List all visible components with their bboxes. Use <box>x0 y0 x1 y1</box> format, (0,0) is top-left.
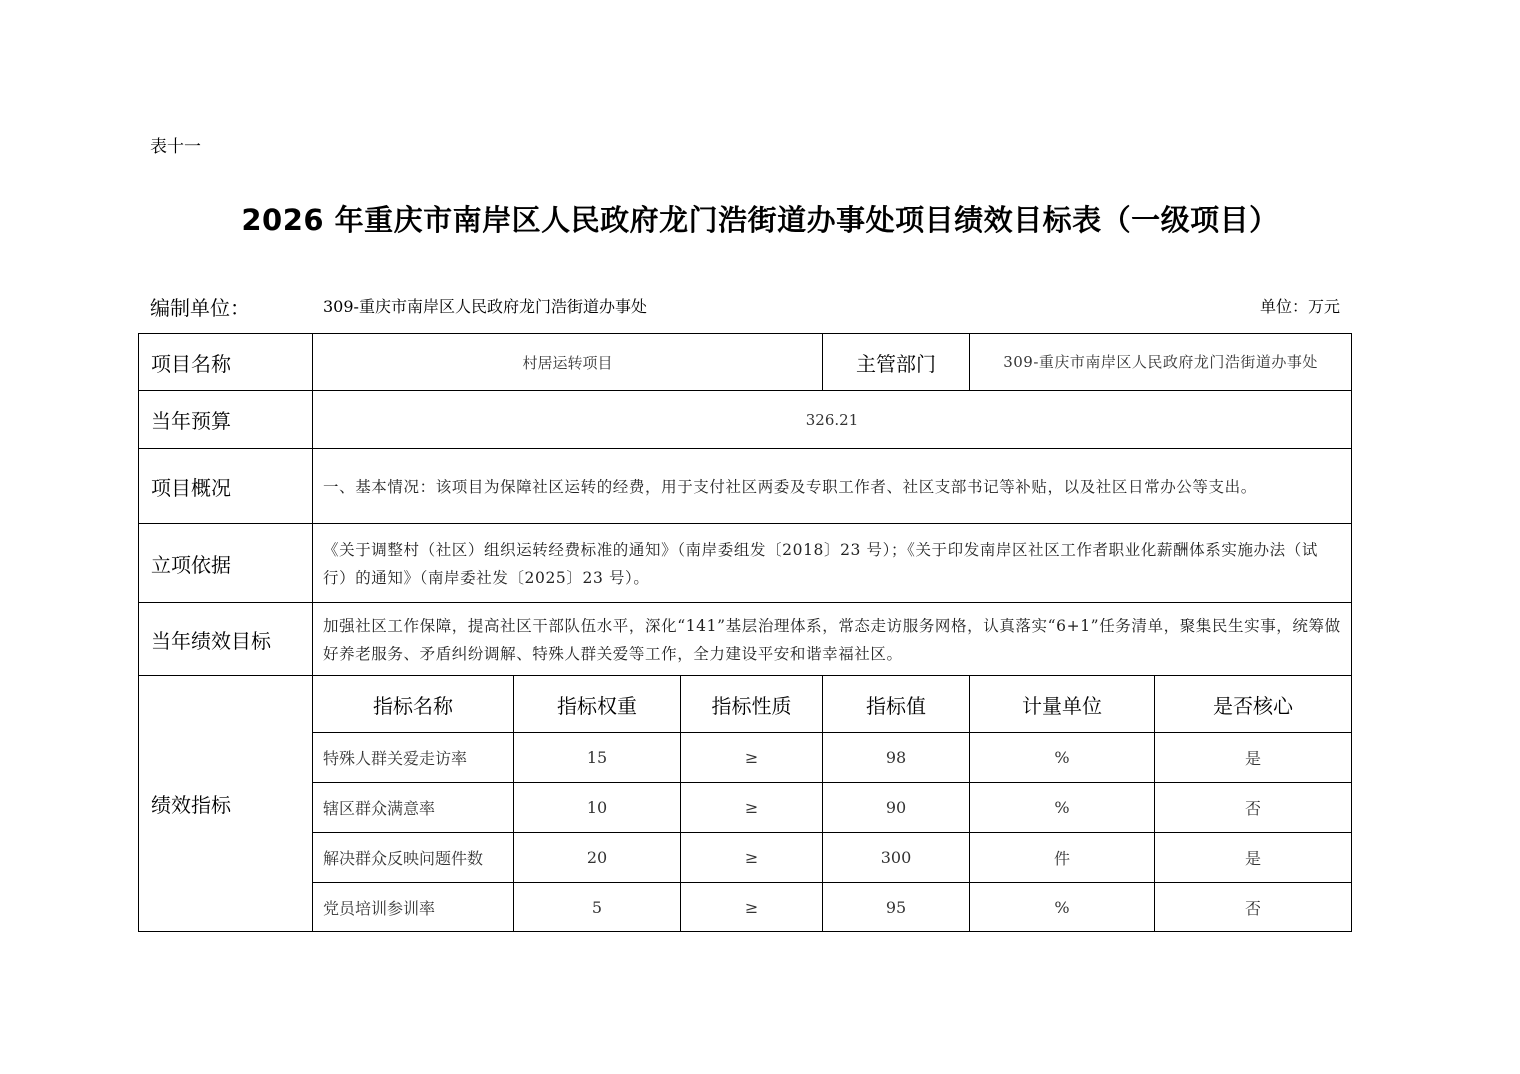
table-row <box>139 783 1352 833</box>
currency-unit: 单位：万元 <box>1259 297 1340 316</box>
indicator-core: 是 <box>1155 833 1352 883</box>
indicator-name: 解决群众反映问题件数 <box>313 833 514 883</box>
header-unit: 计量单位 <box>970 676 1155 733</box>
overview-value: 一、基本情况：该项目为保障社区运转的经费，用于支付社区两委及专职工作者、社区支部书记等补贴，以及社区日常办公等支出。 <box>313 449 1352 524</box>
indicators-label: 绩效指标 <box>139 676 313 932</box>
indicator-core: 否 <box>1155 783 1352 833</box>
indicator-value: 300 <box>823 833 970 883</box>
indicator-unit: % <box>970 733 1155 783</box>
overview-label: 项目概况 <box>139 449 313 524</box>
indicator-nature: ≥ <box>681 833 823 883</box>
budget-label: 当年预算 <box>139 391 313 449</box>
header-core: 是否核心 <box>1155 676 1352 733</box>
table-number: 表十一 <box>150 137 201 157</box>
indicator-weight: 10 <box>514 783 681 833</box>
indicator-name: 特殊人群关爱走访率 <box>313 733 514 783</box>
indicator-value: 98 <box>823 733 970 783</box>
indicator-header-row <box>139 676 1352 733</box>
goal-value: 加强社区工作保障，提高社区干部队伍水平，深化“141”基层治理体系，常态走访服务网格，认真落实“6+1”任务清单，聚集民生实事，统筹做好养老服务、矛盾纠纷调解、特殊人群关爱等工作，全力建设平安和谐幸福社区。 <box>313 603 1352 676</box>
goal-row <box>139 603 1352 676</box>
basis-label: 立项依据 <box>139 524 313 603</box>
project-name-value: 村居运转项目 <box>313 334 823 391</box>
goal-label: 当年绩效目标 <box>139 603 313 676</box>
budget-value: 326.21 <box>313 391 1352 449</box>
header-value: 指标值 <box>823 676 970 733</box>
indicator-nature: ≥ <box>681 733 823 783</box>
indicator-nature: ≥ <box>681 783 823 833</box>
header-indicator-name: 指标名称 <box>313 676 514 733</box>
indicator-unit: % <box>970 783 1155 833</box>
dept-value: 309-重庆市南岸区人民政府龙门浩街道办事处 <box>970 334 1352 391</box>
indicator-value: 95 <box>823 883 970 932</box>
dept-label: 主管部门 <box>823 334 970 391</box>
compiling-unit-label: 编制单位： <box>150 296 250 320</box>
indicator-name: 辖区群众满意率 <box>313 783 514 833</box>
overview-row <box>139 449 1352 524</box>
indicator-name: 党员培训参训率 <box>313 883 514 932</box>
compiling-unit-value: 309-重庆市南岸区人民政府龙门浩街道办事处 <box>323 297 647 316</box>
indicator-core: 是 <box>1155 733 1352 783</box>
indicator-nature: ≥ <box>681 883 823 932</box>
indicator-weight: 5 <box>514 883 681 932</box>
page-title: 2026 年重庆市南岸区人民政府龙门浩街道办事处项目绩效目标表（一级项目） <box>241 203 1279 237</box>
table-row <box>139 733 1352 783</box>
project-name-row <box>139 334 1352 391</box>
indicator-core: 否 <box>1155 883 1352 932</box>
indicator-value: 90 <box>823 783 970 833</box>
indicator-unit: 件 <box>970 833 1155 883</box>
indicator-weight: 15 <box>514 733 681 783</box>
indicator-weight: 20 <box>514 833 681 883</box>
basis-value: 《关于调整村（社区）组织运转经费标准的通知》（南岸委组发〔2018〕23 号）；《关于印发南岸区社区工作者职业化薪酬体系实施办法（试行）的通知》（南岸委社发〔2025〕23 号）。 <box>313 524 1352 603</box>
header-nature: 指标性质 <box>681 676 823 733</box>
budget-row <box>139 391 1352 449</box>
indicator-unit: % <box>970 883 1155 932</box>
basis-row <box>139 524 1352 603</box>
table-row <box>139 833 1352 883</box>
header-weight: 指标权重 <box>514 676 681 733</box>
performance-table <box>138 333 1352 932</box>
table-row <box>139 883 1352 932</box>
project-name-label: 项目名称 <box>139 334 313 391</box>
